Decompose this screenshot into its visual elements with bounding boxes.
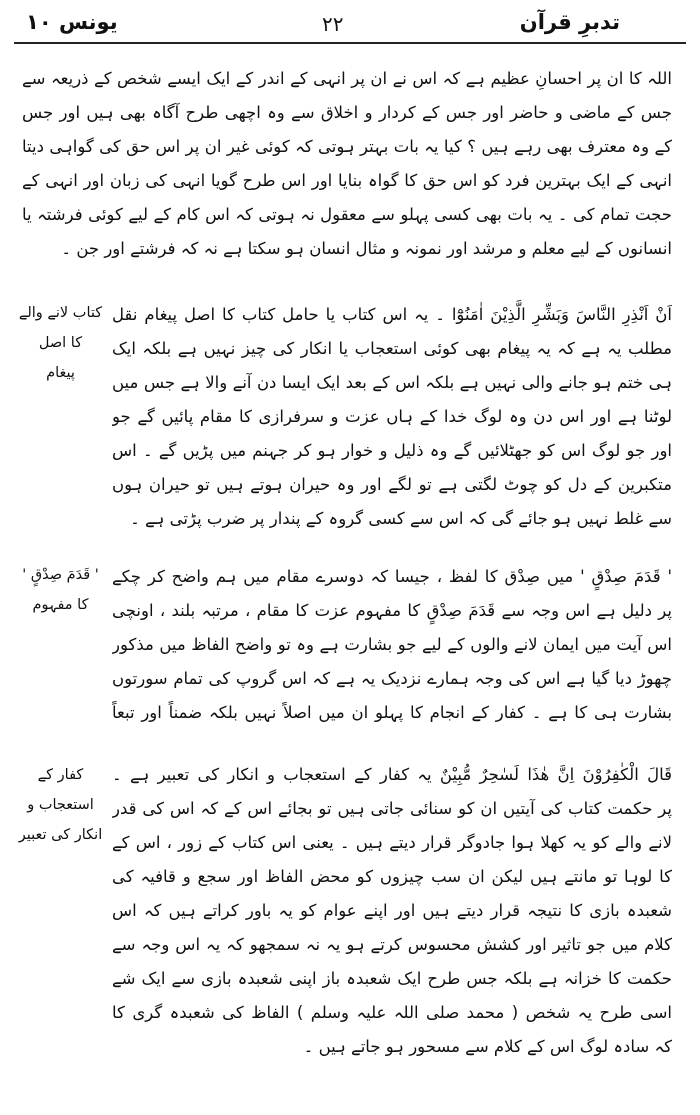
text-line: انہی کے ایک بہترین فرد کو اس حق کا گواہ بنایا اور اس طرح گویا انہی کی زبان اور انہی کے xyxy=(22,171,672,190)
text-line: حجت تمام کی ۔ یہ بات بھی کسی پہلو سے معقول نہ ہوتی کہ اس کام کے لیے کوئی فرشتہ یا xyxy=(22,205,672,224)
text-line: لانے والے کو یہ کھلا ہوا جادوگر قرار دیتے ہیں ۔ یعنی اس کتاب کے زور ، اس کے xyxy=(112,833,672,852)
text-line: اور جو لوگ اس کو جھٹلائیں گے وہ ذلیل و خوار ہو کر جہنم میں پڑیں گے ۔ اس xyxy=(112,441,672,460)
text-line: اسی طرح یہ شخص ( محمد صلی اللہ علیہ وسلم ) الفاظ کی شعبدہ گری کا xyxy=(112,1003,672,1022)
text-line: پر دلیل ہے اس وجہ سے قَدَمَ صِدْقٍ کا مفہوم عزت کا مقام ، مرتبہ بلند ، اونچی xyxy=(112,601,672,620)
text-line: لوٹنا ہے اور اس دن وہ لوگ خدا کے ہاں عزت و سرفرازی کا مقام پائیں گے جو xyxy=(112,407,672,426)
text-line: مطلب یہ ہے کہ یہ پیغام بھی کوئی استعجاب یا انکار کی چیز نہیں ہے بلکہ ایک xyxy=(112,339,672,358)
side-note-line: کفار کے استعجاب و xyxy=(27,767,94,813)
paragraph-4 xyxy=(112,758,672,1064)
text-line: اس آیت میں ایمان لانے والوں کے لیے جو بشارت ہے وہ تو واضح الفاظ میں مذکور xyxy=(112,635,672,654)
text-line: قَالَ الْکٰفِرُوْنَ اِنَّ ھٰذَا لَسٰحِرٌ مُّبِیْنٌ یہ کفار کے استعجاب و انکار کی تعبیر ہے ۔ xyxy=(112,765,672,784)
paragraph-3 xyxy=(112,560,672,730)
text-line: کلام میں جو تاثیر اور کشش محسوس کرتے ہو یہ نہ سمجھو کہ یہ اس وجہ سے xyxy=(112,935,672,954)
text-line: شعبدہ بازی کا نتیجہ قرار دیتے ہیں اور اپنے عوام کو یہ باور کراتے ہیں کہ اس xyxy=(112,901,672,920)
surah-label: یونس ۱۰ xyxy=(26,10,118,34)
book-title: تدبرِ قرآن xyxy=(519,10,620,34)
text-line: متکبرین کے دل کو چوٹ لگتی ہے تو لگے اور وہ حیران ہوتے ہیں تو حیران ہوں xyxy=(112,475,672,494)
side-note-1 xyxy=(8,298,113,388)
text-line: بشارت ہی کا ہے ۔ کفار کے انجام کا پہلو ان میں اصلاً نہیں بلکہ ضمناً اور تبعاً xyxy=(112,703,672,722)
text-line: ہی ختم ہو جانے والی نہیں ہے بلکہ اس کے بعد ایک ایسا دن آنے والا ہے جس میں xyxy=(112,373,672,392)
text-line: چھوڑ دیا گیا ہے اس کی وجہ ہمارے نزدیک یہ ہے کہ اس گروپ کی تمام سورتوں xyxy=(112,669,672,688)
paragraph-1 xyxy=(22,62,672,266)
side-note-3 xyxy=(8,760,113,850)
side-note-2 xyxy=(8,560,113,620)
running-header xyxy=(0,6,700,42)
text-line: کے وہ معترف بھی رہے ہیں ؟ کیا یہ بات بہتر ہوتی کہ کوئی غیر ان پر اس حق کی گواہی دیتا xyxy=(22,137,672,156)
text-line: حکمت کا خزانہ ہے بلکہ جس طرح ایک شعبدہ باز اپنی شعبدہ بازی سے ایک شے xyxy=(112,969,672,988)
text-line: جس کے ماضی و حاضر اور جس کے کردار و اخلاق سے وہ اچھی طرح آگاہ بھی ہیں اور جس xyxy=(22,103,672,122)
text-line: سے غلط نہیں ہو جائے گی کہ اس سے کسی گروہ کے پندار پر ضرب پڑتی ہے ۔ xyxy=(130,509,672,528)
side-note-line: ' قَدَمَ صِدْقٍ ' xyxy=(22,567,99,583)
header-rule xyxy=(14,42,686,44)
text-line: اللہ کا ان پر احسانِ عظیم ہے کہ اس نے ان پر انہی کے اندر کے ایک ایسے شخص کے ذریعہ سے xyxy=(22,69,672,88)
side-note-line: کتاب لانے والے xyxy=(18,305,103,321)
side-note-line: کا اصل xyxy=(38,335,83,351)
side-note-line: پیغام xyxy=(46,365,75,381)
side-note-line: انکار کی تعبیر xyxy=(18,827,103,843)
text-line: کہ سادہ لوگ اس کے کلام سے مسحور ہو جاتے ہیں ۔ xyxy=(303,1037,672,1056)
text-line: اَنْ اَنْذِرِ النَّاسَ وَبَشِّرِ الَّذِیْنَ اٰمَنُوْٓا ۔ یہ اس کتاب یا حامل کتاب کا اصل پیغام نقل xyxy=(112,305,672,324)
text-line: انسانوں کے لیے معلم و مرشد اور نمونہ و مثال انسان ہو سکتا ہے نہ کہ فرشتے اور جن ۔ xyxy=(61,239,672,258)
text-line: پر حکمت کتاب کی آیتیں ان کو سنائی جاتی ہیں تو بجائے اس کے کہ اس کی قدر xyxy=(112,799,672,818)
side-note-line: کا مفہوم xyxy=(32,597,89,613)
page-number: ۲۲ xyxy=(322,12,344,36)
paragraph-2 xyxy=(112,298,672,536)
text-line: ' قَدَمَ صِدْقٍ ' میں صِدْق کا لفظ ، جیسا کہ دوسرے مقام میں ہم واضح کر چکے xyxy=(112,567,672,586)
text-line: کا لوہا تو مانتے ہیں لیکن ان سب چیزوں کو محض الفاظ اور سجع و قافیہ کی xyxy=(112,867,672,886)
